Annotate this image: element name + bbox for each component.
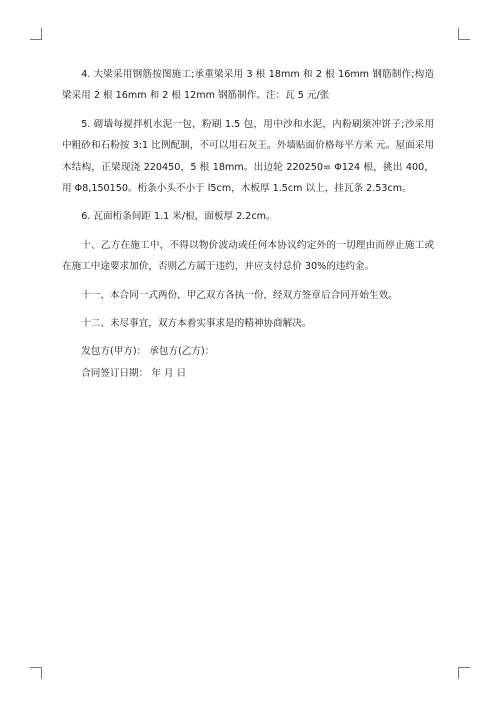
crop-mark-bottom-left [30,667,42,679]
crop-mark-top-right [458,28,470,40]
clause-10-breach: 十、乙方在施工中，不得以物价波动或任何本协议约定外的一切理由而停止施工或在施工中途要求加价，否则乙方属于违约，并应支付总价 30%的违约金。 [62,239,434,273]
crop-mark-top-left [30,28,42,40]
clause-12-misc: 十二、未尽事宜，双方本着实事求是的精神协商解决。 [81,318,312,330]
clause-4-rebar: 4. 大梁采用钢筋按图施工;承重梁采用 3 根 18mm 和 2 根 16mm 钢筋制作;构造梁采用 2 根 16mm 和 2 根 12mm 钢筋制作。注：瓦 5 元/张 [62,69,434,102]
crop-mark-bottom-right [458,667,470,679]
document-body [62,64,434,384]
clause-11-copies: 十一、本合同一式两份，甲乙双方各执一份，经双方签章后合同开始生效。 [81,289,398,301]
date-line: 合同签订日期： 年 月 日 [81,367,187,379]
signature-line: 发包方(甲方)： 承包方(乙方)： [81,346,215,358]
clause-5-masonry-roof: 5. 砌墙每搅拌机水泥一包，粉刷 1.5 包，用中沙和水泥，内粉刷须冲饼子;沙采用中粗砂和石粉按 3:1 比例配制，不可以用石灰王。外墙贴面价格每平方米 元。屋面采用木结构，正梁现浇 220450，5 根 18mm。出边轮 220250= Φ124 根，挑出 400，用 Φ8,150150。桁条小头不小于 l5cm，木板厚 1.5cm 以上，挂瓦条 2.53cm。 [62,118,434,195]
clause-6-purlin: 6. 瓦面桁条间距 1.1 米/根，面板厚 2.2cm。 [81,211,276,223]
